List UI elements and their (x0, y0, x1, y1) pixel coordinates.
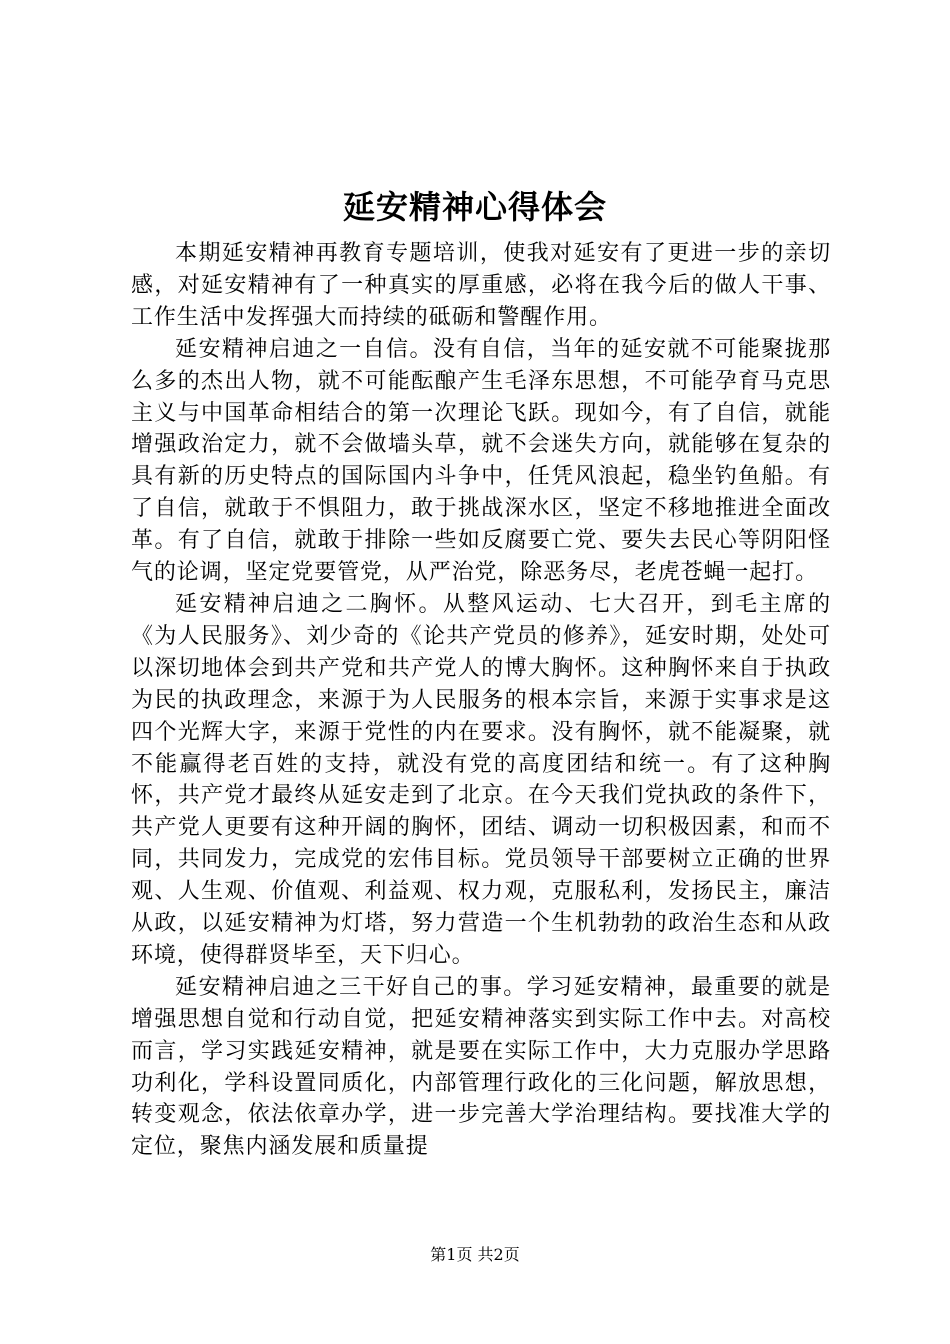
document-title: 延安精神心得体会 (342, 188, 607, 226)
paragraph-broad-mind: 延安精神启迪之二胸怀。从整风运动、七大召开，到毛主席的《为人民服务》、刘少奇的《论共产党员的修养》，延安时期，处处可以深切地体会到共产党和共产党人的博大胸怀。这种胸怀来自于执政为民的执政理念，来源于为人民服务的根本宗旨，来源于实事求是这四个光辉大字，来源于党性的内在要求。没有胸怀，就不能凝聚，就不能赢得老百姓的支持，就没有党的高度团结和统一。有了这种胸怀，共产党才最终从延安走到了北京。在今天我们党执政的条件下，共产党人更要有这种开阔的胸怀，团结、调动一切积极因素，和而不同，共同发力，完成党的宏伟目标。党员领导干部要树立正确的世界观、人生观、价值观、利益观、权力观，克服私利，发扬民主，廉洁从政，以延安精神为灯塔，努力营造一个生机勃勃的政治生态和从政环境，使得群贤毕至，天下归心。 (131, 591, 831, 968)
document-body (131, 238, 831, 1163)
page-number-footer: 第1页 共2页 (430, 1245, 520, 1264)
paragraph-confidence: 延安精神启迪之一自信。没有自信，当年的延安就不可能聚拢那么多的杰出人物，就不可能酝酿产生毛泽东思想，不可能孕育马克思主义与中国革命相结合的第一次理论飞跃。现如今，有了自信，就能增强政治定力，就不会做墙头草，就不会迷失方向，就能够在复杂的具有新的历史特点的国际国内斗争中，任凭风浪起，稳坐钓鱼船。有了自信，就敢于不惧阻力，敢于挑战深水区，坚定不移地推进全面改革。有了自信，就敢于排除一些如反腐要亡党、要失去民心等阴阳怪气的论调，坚定党要管党，从严治党，除恶务尽，老虎苍蝇一起打。 (131, 336, 831, 586)
paragraph-do-own-work: 延安精神启迪之三干好自己的事。学习延安精神，最重要的就是增强思想自觉和行动自觉，把延安精神落实到实际工作中去。对高校而言，学习实践延安精神，就是要在实际工作中，大力克服办学思路功利化，学科设置同质化，内部管理行政化的三化问题，解放思想，转变观念，依法依章办学，进一步完善大学治理结构。要找准大学的定位，聚焦内涵发展和质量提 (131, 974, 831, 1160)
paragraph-intro: 本期延安精神再教育专题培训，使我对延安有了更进一步的亲切感，对延安精神有了一种真实的厚重感，必将在我今后的做人干事、工作生活中发挥强大而持续的砥砺和警醒作用。 (131, 241, 831, 330)
